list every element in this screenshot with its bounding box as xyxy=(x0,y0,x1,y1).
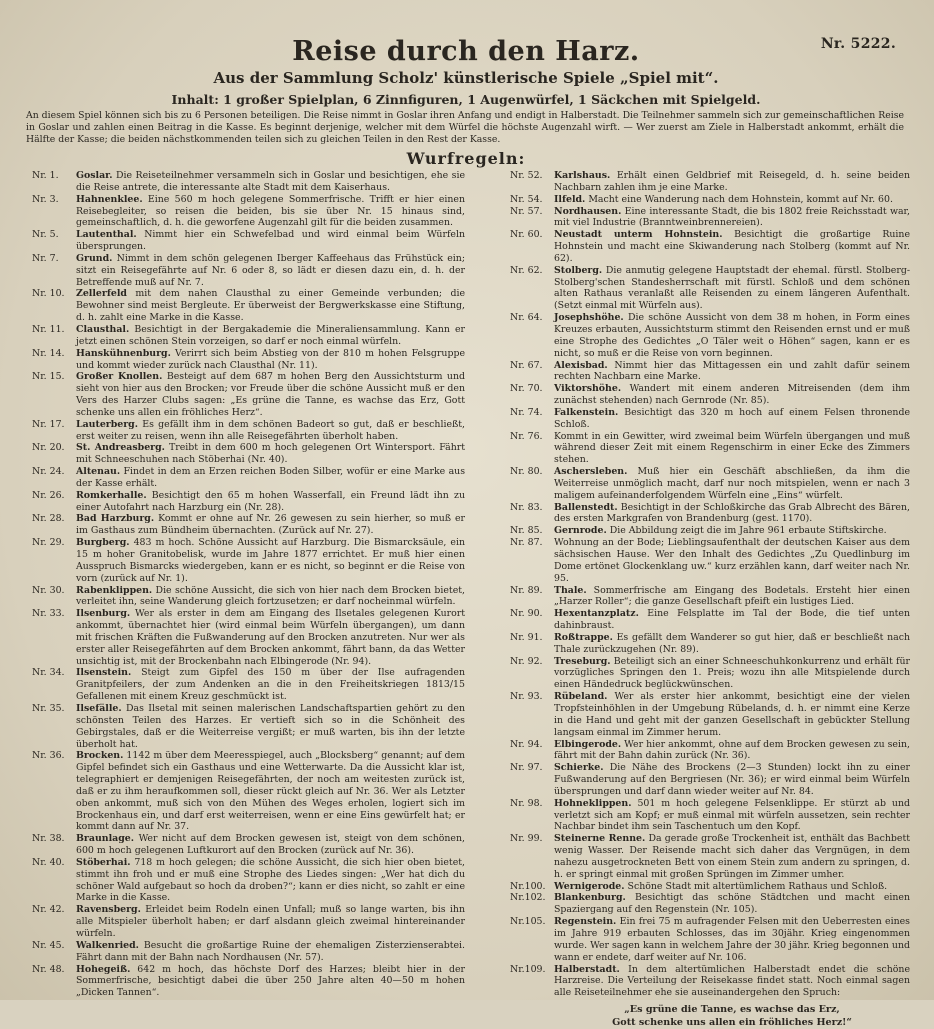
rule-number: Nr. 42. xyxy=(32,904,65,916)
rule-text xyxy=(76,348,465,372)
rule-item xyxy=(510,466,910,502)
rule-place-name: Karlshaus. xyxy=(554,170,611,181)
rule-description: Das Ilsetal mit seinen malerischen Landschaftspartien gehört zu den schönsten Teilen des Harzes. Er vertieft sich so in die Schönheit des Gebirgstales, daß er die Weiterreise vergißt; er muß warten, bis ihn der letzte überholt hat. xyxy=(76,702,466,750)
rule-number: Nr. 94. xyxy=(510,738,543,750)
rule-text xyxy=(76,253,465,289)
rule-place-name: Großer Knollen. xyxy=(76,371,163,383)
rule-description: Besichtigt in der Schloßkirche das Grab Albrecht des Bären, des ersten Markgrafen von Brandenburg (gest. 1170). xyxy=(554,501,911,525)
rule-number: Nr. 33. xyxy=(32,608,65,620)
rules-column-left xyxy=(32,170,465,1029)
rule-text xyxy=(554,585,910,609)
rule-text xyxy=(554,916,910,963)
rule-description: Es gefällt ihm in dem schönen Badeort so gut, daß er beschließt, erst weiter zu reisen, wenn ihn alle Reisegefährten überholt haben. xyxy=(76,418,465,442)
rule-place-name: Ilsefälle. xyxy=(76,702,122,714)
rule-description: Findet in dem an Erzen reichen Boden Silber, wofür er eine Marke aus der Kasse erhält. xyxy=(76,466,466,489)
rule-number: Nr. 99. xyxy=(510,833,543,845)
rule-item xyxy=(510,762,910,798)
rule-item xyxy=(32,667,465,703)
rule-place-name: Romkerhalle. xyxy=(76,489,147,501)
rule-number: Nr. 89. xyxy=(510,584,543,596)
rule-description: Nimmt hier ein Schwefelbad und wird einmal beim Würfeln übersprungen. xyxy=(76,229,465,253)
rule-description: Schöne Stadt mit altertümlichem Rathaus und Schloß. xyxy=(627,880,888,892)
rule-description: Die schöne Aussicht, die sich von hier nach dem Brocken bietet, verleitet ihn, seine Wanderung gleich fortzusetzen; er darf nocheinmal würfeln. xyxy=(76,584,465,608)
rule-description: Macht eine Wanderung nach dem Hohnstein, kommt auf Nr. 60. xyxy=(588,193,893,205)
rule-text xyxy=(554,656,910,692)
rule-item xyxy=(510,265,910,312)
rule-description: 501 m hoch gelegene Felsenklippe. Er stürzt ab und verletzt sich am Kopf; er muß einmal mit würfeln aussetzen, sein rechter Nachbar bindet ihm sein Taschentuch um den Kopf. xyxy=(554,797,910,833)
rule-item xyxy=(510,383,910,407)
rule-description: 642 m hoch, das höchste Dorf des Harzes; bleibt hier in der Sommerfrische, besichtigt dabei die über 250 Jahre alten 40—50 m hohen „Dicken Tannen“. xyxy=(76,963,466,999)
rule-item xyxy=(32,750,465,833)
rule-place-name: Rabenklippen. xyxy=(76,584,153,596)
rule-place-name: Hahnenklee. xyxy=(76,193,143,205)
rule-place-name: Ballenstedt. xyxy=(554,501,618,513)
rule-number: Nr. 34. xyxy=(32,667,65,679)
rule-text xyxy=(76,371,465,418)
rule-number: Nr. 38. xyxy=(32,833,65,845)
rule-number: Nr. 93. xyxy=(510,691,543,703)
rule-place-name: Regenstein. xyxy=(554,916,617,928)
rule-text xyxy=(554,964,910,1000)
closing-quote xyxy=(510,1003,910,1029)
rule-description: Die Nähe des Brockens (2—3 Stunden) lockt ihn zu einer Fußwanderung auf den Bergriesen (Nr. 36); er wird einmal beim Würfeln übersprungen und darf dann wieder weiter auf Nr. 84. xyxy=(554,762,911,797)
rule-description: Wer hier ankommt, ohne auf dem Brocken gewesen zu sein, fährt mit der Bahn dahin zurück (Nr. 36). xyxy=(554,738,910,762)
rule-text xyxy=(554,691,910,738)
closing-quote-line-2: Gott schenke uns allen ein fröhliches Herz!“ xyxy=(612,1017,852,1029)
rule-item xyxy=(510,739,910,763)
rules-columns xyxy=(8,170,924,1029)
rule-place-name: Treseburg. xyxy=(554,655,611,667)
rule-description: Steigt zum Gipfel des 150 m über der Ilse aufragenden Granitpfeilers, der zum Andenken an die in den Freiheitskriegen 1813/15 Gefallenen mit einem Kreuz geschmückt ist. xyxy=(76,667,465,703)
rule-text xyxy=(554,608,910,632)
rule-text xyxy=(554,194,910,206)
rule-place-name: Halberstadt. xyxy=(554,963,620,975)
rule-place-name: Hohneklippen. xyxy=(554,797,632,809)
rule-item xyxy=(510,502,910,526)
rule-text xyxy=(554,170,910,194)
rule-number: Nr. 98. xyxy=(510,797,543,809)
intro-paragraph: An diesem Spiel können sich bis zu 6 Personen beteiligen. Die Reise nimmt in Goslar ihren Anfang und endigt in Halberstadt. Die Teilnehmer sammeln sich zur gemeinschaftlichen Reise in Goslar und zahlen einen Beitrag in die Kasse. Es beginnt derjenige, welcher mit dem Würfel die höchste Augenzahl wirft. — Wer zuerst am Ziele in Halberstadt ankommt, erhält die Hälfte der Kasse; die beiden nächstkommenden teilen sich zu gleichen Teilen in den Rest der Kasse. xyxy=(26,110,904,145)
rule-place-name: Viktorshöhe. xyxy=(554,383,622,395)
rule-number: Nr.109. xyxy=(510,963,546,975)
rule-number: Nr. 97. xyxy=(510,762,543,774)
rule-number: Nr. 57. xyxy=(510,205,543,217)
rule-text xyxy=(554,798,910,834)
rule-description: Ein frei 75 m aufragender Felsen mit den Ueberresten eines im Jahre 919 erbauten Schlosses, das im 30jähr. Krieg eingenommen wurde. Wer sagen kann in welchem Jahre der 30 jähr. Krieg begonnen und wann er endete, darf weiter auf Nr. 106. xyxy=(554,916,910,963)
rule-item xyxy=(32,324,465,348)
rule-item xyxy=(510,916,910,963)
rule-description: Da gerade große Trockenheit ist, enthält das Bachbett wenig Wasser. Der Reisende macht sich daher das Vergnügen, in dem nahezu ausgetrockneten Bett von einem Stein zum andern zu springen, d. h. er springt einmal mit großen Sprüngen im Zimmer umher. xyxy=(554,833,910,880)
rule-text xyxy=(554,537,910,584)
rule-item xyxy=(32,170,465,194)
rule-description: Beteiligt sich an einer Schneeschuhkonkurrenz und erhält für vorzügliches Springen den 1. Preis; wozu ihn alle Mitspielende durch einen Händedruck beglückwünschen. xyxy=(554,655,910,691)
rule-place-name: Altenau. xyxy=(76,466,121,478)
rule-description: Muß hier ein Geschäft abschließen, da ihm die Weiterreise unmöglich macht, darf nur noch mitspielen, wenn er nach 3 maligem aufeinanderfolgendem Würfeln eine „Eins“ würfelt. xyxy=(554,466,910,501)
rule-item xyxy=(510,431,910,467)
rule-item xyxy=(32,513,465,537)
rule-number: Nr. 90. xyxy=(510,608,543,620)
rule-place-name: Thale. xyxy=(554,584,587,596)
rule-number: Nr. 87. xyxy=(510,537,543,549)
rule-place-name: Lautenthal. xyxy=(76,229,137,241)
rule-item xyxy=(510,964,910,1000)
rule-text xyxy=(554,312,910,359)
rule-item xyxy=(32,703,465,750)
rule-item xyxy=(510,229,910,265)
rule-item xyxy=(510,525,910,537)
rule-description: Wohnung an der Bode; Lieblingsaufenthalt der deutschen Kaiser aus dem sächsischen Hause. Wer den Inhalt des Gedichtes „Zu Quedlinburg im Dome ertönet Glockenklang uw.“ kurz erzählen kann, darf weiter nach Nr. 95. xyxy=(554,537,910,584)
rule-text xyxy=(554,206,910,230)
rule-text xyxy=(76,857,465,904)
rule-number: Nr. 20. xyxy=(32,442,65,454)
rule-place-name: Alexisbad. xyxy=(554,359,608,371)
rule-place-name: Gernrode. xyxy=(554,525,607,537)
rule-number: Nr. 1. xyxy=(32,170,59,181)
rule-text xyxy=(554,431,910,467)
rule-item xyxy=(510,312,910,359)
rule-description: Eine Felsplatte im Tal der Bode, die tief unten dahinbraust. xyxy=(554,608,910,632)
rule-number: Nr. 30. xyxy=(32,584,65,596)
rule-description: Besichtigt den 65 m hohen Wasserfall, ein Freund lädt ihn zu einer Autofahrt nach Harzburg ein (Nr. 28). xyxy=(76,489,465,513)
rule-description: Wer als erster in dem am Eingang des Ilsetales gelegenen Kurort ankommt, übernachtet hier (wird einmal beim Würfeln übergangen), um dann mit frischen Kräften die Fußwanderung auf den Brocken anzutreten. Nur wer als erster aller Reisegefährten auf dem Brocken ankommt, fährt bann, da das Wetter unsichtig ist, mit der Brockenbahn nach Elbingerode (Nr. 94). xyxy=(76,608,465,667)
rule-text xyxy=(76,194,465,230)
rule-description: Nimmt hier das Mittagessen ein und zahlt dafür seinem rechten Nachbarn eine Marke. xyxy=(554,359,910,383)
rule-place-name: Ilsenstein. xyxy=(76,667,132,679)
rule-description: Erhält einen Geldbrief mit Reisegeld, d. h. seine beiden Nachbarn zahlen ihm je eine Marke. xyxy=(554,170,910,193)
rule-item xyxy=(32,348,465,372)
rule-number: Nr. 60. xyxy=(510,229,543,241)
rule-place-name: Steinerne Renne. xyxy=(554,833,646,845)
rule-place-name: Clausthal. xyxy=(76,323,130,335)
rule-text xyxy=(76,833,465,857)
rule-place-name: Josephshöhe. xyxy=(554,312,624,324)
rule-text xyxy=(76,288,465,324)
rule-place-name: Ravensberg. xyxy=(76,904,141,916)
rule-number: Nr. 10. xyxy=(32,288,65,300)
rule-text xyxy=(76,513,465,537)
rule-item xyxy=(510,691,910,738)
rule-text xyxy=(554,466,910,502)
rule-text xyxy=(76,750,465,833)
rule-item xyxy=(510,360,910,384)
rule-description: 1142 m über dem Meeresspiegel, auch „Blocksberg“ genannt; auf dem Gipfel befindet sich ein Gasthaus und eine Wetterwarte. Da die Aussicht klar ist, telegraphiert er demjenigen Reisegefährten, der noch am weitesten zurück ist, daß er zu ihm heraufkommen soll, dieser rückt gleich auf Nr. 36. Wer als Letzter oben ankommt, muß sich von den Mühen des Weges erholen, logiert sich im Brockenhaus ein, und darf erst weiterreisen, wenn er eine Eins gewürfelt hat; er kommt dann auf Nr. 37. xyxy=(76,750,465,833)
rule-place-name: Goslar. xyxy=(76,170,113,181)
rule-item xyxy=(510,194,910,206)
rule-item xyxy=(510,608,910,632)
rule-description: Besichtigt das 320 m hoch auf einem Felsen thronende Schloß. xyxy=(554,406,910,430)
rule-text xyxy=(76,537,465,584)
rule-text xyxy=(554,892,910,916)
rule-number: Nr. 5. xyxy=(32,229,59,241)
rule-place-name: Hanskühnenburg. xyxy=(76,347,171,359)
rule-description: Besichtigt in der Bergakademie die Mineraliensammlung. Kann er jetzt einen schönen Stein vorzeigen, so darf er noch einmal würfeln. xyxy=(76,323,465,347)
rule-text xyxy=(76,442,465,466)
rule-number: Nr. 40. xyxy=(32,856,65,868)
rule-description: In dem altertümlichen Halberstadt endet die schöne Harzreise. Die Verteilung der Reisekasse findet statt. Noch einmal sagen alle Reiseteilnehmer ehe sie auseinandergehen den Spruch: xyxy=(554,963,910,999)
rule-description: Besichtigt die großartige Ruine Hohnstein und macht eine Skiwanderung nach Stolberg (kommt auf Nr. 62). xyxy=(554,229,911,264)
rule-number: Nr.100. xyxy=(510,880,546,892)
rule-place-name: Blankenburg. xyxy=(554,892,626,904)
rule-item xyxy=(32,466,465,490)
rule-place-name: Brocken. xyxy=(76,750,124,762)
rule-item xyxy=(510,881,910,893)
rule-text xyxy=(76,964,465,1000)
rule-description: Besteigt auf dem 687 m hohen Berg den Aussichtsturm und sieht von hier aus den Brocken; vor Freude über die schöne Aussicht muß er den Vers des Harzer Clubs sagen: „Es grüne die Tanne, es wachse das Erz, Gott schenke uns allen ein fröhliches Herz“. xyxy=(76,371,465,418)
closing-quote-line-1: „Es grüne die Tanne, es wachse das Erz, xyxy=(624,1004,840,1016)
rule-number: Nr. 11. xyxy=(32,323,65,335)
rule-text xyxy=(76,466,465,490)
rule-item xyxy=(510,632,910,656)
rule-number: Nr. 35. xyxy=(32,702,65,714)
rule-description: Treibt in dem 600 m hoch gelegenen Ort Wintersport. Fährt mit Schneeschuhen nach Stöberhai (Nr. 40). xyxy=(76,442,465,466)
rule-place-name: Braunlage. xyxy=(76,833,134,845)
rule-number: Nr. 14. xyxy=(32,347,65,359)
rule-text xyxy=(554,739,910,763)
rule-number: Nr. 54. xyxy=(510,193,543,205)
contents-line: Inhalt: 1 großer Spielplan, 6 Zinnfiguren, 1 Augenwürfel, 1 Säckchen mit Spielgeld. xyxy=(171,92,761,107)
rule-item xyxy=(32,537,465,584)
rule-place-name: Stolberg. xyxy=(554,264,603,276)
rule-item xyxy=(510,656,910,692)
rule-item xyxy=(32,833,465,857)
rule-number: Nr. 76. xyxy=(510,430,543,442)
rule-place-name: Hexentanzplatz. xyxy=(554,608,639,620)
rule-item xyxy=(510,407,910,431)
rule-place-name: Ilfeld. xyxy=(554,193,586,205)
rule-place-name: Grund. xyxy=(76,252,113,264)
rule-description: Eine interessante Stadt, die bis 1802 freie Reichsstadt war, mit viel Industrie (Branntweinbrennereien). xyxy=(554,205,910,229)
rule-item xyxy=(32,194,465,230)
rule-number: Nr. 28. xyxy=(32,513,65,525)
rule-description: Die schöne Aussicht von dem 38 m hohen, in Form eines Kreuzes erbauten, Aussichtsturm stimmt den Reisenden ernst und er muß eine Strophe des Gedichtes „O Täler weit o Höhen“ sagen, kann er es nicht, so muß er die Reise von vorn beginnen. xyxy=(554,312,910,359)
rule-item xyxy=(32,253,465,289)
rule-description: 718 m hoch gelegen; die schöne Aussicht, die sich hier oben bietet, stimmt ihn froh und er muß eine Strophe des Liedes singen: „Wer hat dich du schöner Wald aufgebaut so hoch da droben?“; kann er dies nicht, so zahlt er eine Marke in die Kasse. xyxy=(76,856,466,904)
rule-number: Nr. 29. xyxy=(32,537,65,549)
rule-item xyxy=(510,585,910,609)
rule-item xyxy=(32,371,465,418)
rule-description: Wer als erster hier ankommt, besichtigt eine der vielen Tropfsteinhöhlen in der Umgebung Rübelands, d. h. er nimmt eine Kerze in die Hand und geht mit der ganzen Gesellschaft in gebückter Stellung langsam einmal im Zimmer herum. xyxy=(554,691,910,738)
rule-text xyxy=(554,762,910,798)
rule-place-name: Ilsenburg. xyxy=(76,608,131,620)
rule-text xyxy=(76,904,465,940)
rule-place-name: Bad Harzburg. xyxy=(76,513,155,525)
rule-number: Nr. 3. xyxy=(32,193,59,205)
rule-description: mit dem nahen Clausthal zu einer Gemeinde verbunden; die Bewohner sind meist Bergleute. Er überweist der Bergwerkskasse eine Stiftung, d. h. zahlt eine Marke in die Kasse. xyxy=(76,288,465,324)
rule-place-name: Hohegeiß. xyxy=(76,963,131,975)
rule-description: 483 m hoch. Schöne Aussicht auf Harzburg. Die Bismarcksäule, ein 15 m hoher Granitobelisk, wurde im Jahre 1877 errichtet. Er muß hier einen Ausspruch Bismarcks wiedergeben, kann er es nicht, so beginnt er die Reise von vorn (zurück auf Nr. 1). xyxy=(76,537,466,584)
rule-item xyxy=(510,798,910,834)
rule-text xyxy=(554,525,910,537)
rule-item xyxy=(510,892,910,916)
rule-number: Nr. 91. xyxy=(510,631,543,643)
rule-description: Besichtigt das schöne Städtchen und macht einen Spaziergang auf den Regenstein (Nr. 105). xyxy=(554,892,910,916)
rule-number: Nr. 74. xyxy=(510,406,543,418)
rule-place-name: Zellerfeld xyxy=(76,288,127,300)
rule-place-name: Falkenstein. xyxy=(554,406,619,418)
rule-text xyxy=(554,360,910,384)
rule-number: Nr. 26. xyxy=(32,489,65,501)
rule-text xyxy=(554,383,910,407)
rules-list-right xyxy=(510,170,910,999)
rule-text xyxy=(76,419,465,443)
rule-number: Nr. 85. xyxy=(510,525,543,537)
rule-number: Nr. 70. xyxy=(510,383,543,395)
subtitle: Aus der Sammlung Scholz' künstlerische Spiele „Spiel mit“. xyxy=(213,69,719,87)
rule-place-name: Wernigerode. xyxy=(554,880,625,892)
rule-number: Nr. 17. xyxy=(32,418,65,430)
rule-number: Nr. 52. xyxy=(510,170,543,181)
rule-text xyxy=(554,833,910,880)
rule-item xyxy=(510,170,910,194)
rule-number: Nr. 36. xyxy=(32,750,65,762)
game-number: Nr. 5222. xyxy=(820,36,896,52)
rule-text xyxy=(76,608,465,667)
rule-text xyxy=(554,632,910,656)
rule-number: Nr.105. xyxy=(510,916,546,928)
rule-place-name: Walkenried. xyxy=(76,939,139,951)
rule-item xyxy=(32,229,465,253)
rule-description: Verirrt sich beim Abstieg von der 810 m hohen Felsgruppe und kommt wieder zurück nach Clausthal (Nr. 11). xyxy=(76,347,465,371)
rule-place-name: Aschersleben. xyxy=(554,466,628,478)
rule-item xyxy=(32,419,465,443)
rule-text xyxy=(76,940,465,964)
rule-item xyxy=(32,288,465,324)
rule-place-name: Lauterberg. xyxy=(76,418,138,430)
rule-text xyxy=(76,703,465,750)
rule-number: Nr. 67. xyxy=(510,359,543,371)
rule-number: Nr. 24. xyxy=(32,466,65,478)
rule-description: Wandert mit einem anderen Mitreisenden (dem ihm zunächst stehenden) nach Gernrode (Nr. 85). xyxy=(554,383,910,407)
rule-text xyxy=(76,324,465,348)
rule-item xyxy=(32,904,465,940)
rule-description: Eine 560 m hoch gelegene Sommerfrische. Trifft er hier einen Reisebegleiter, so reisen die beiden, bis sie über Nr. 15 hinaus sind, gemeinschaftlich, d. h. die geworfene Augenzahl gilt für die beiden zusammen. xyxy=(76,193,465,229)
rule-text xyxy=(554,407,910,431)
rule-number: Nr. 83. xyxy=(510,501,543,513)
rule-text xyxy=(554,265,910,312)
rule-number: Nr. 64. xyxy=(510,312,543,324)
rule-number: Nr. 7. xyxy=(32,252,59,264)
rule-place-name: Rübeland. xyxy=(554,691,608,703)
rule-description: Die anmutig gelegene Hauptstadt der ehemal. fürstl. Stolberg-Stolberg'schen Standesherrschaft mit fürstl. Schloß und dem schönen alten Rathaus veranlaßt alle Reisenden zu einem längeren Aufenthalt. (Setzt einmal mit Würfeln aus). xyxy=(554,264,910,312)
rule-place-name: St. Andreasberg. xyxy=(76,442,165,454)
rule-description: Kommt er ohne auf Nr. 26 gewesen zu sein hierher, so muß er im Gasthaus zum Bündheim übernachten. (Zurück auf Nr. 27). xyxy=(76,513,465,537)
rule-number: Nr. 92. xyxy=(510,655,543,667)
rule-text xyxy=(76,170,465,194)
rule-description: Sommerfrische am Eingang des Bodetals. Ersteht hier einen „Harzer Roller“; die ganze Gesellschaft pfeift ein lustiges Lied. xyxy=(554,584,911,608)
rule-description: Nimmt in dem schön gelegenen Iberger Kaffeehaus das Frühstück ein; sitzt ein Reisegefährte auf Nr. 6 oder 8, so lädt er diesen dazu ein, d. h. der Betreffende muß auf Nr. 7. xyxy=(76,252,465,288)
rule-text xyxy=(554,881,910,893)
rule-text xyxy=(76,667,465,703)
rule-item xyxy=(32,940,465,964)
rule-description: Erleidet beim Rodeln einen Unfall; muß so lange warten, bis ihn alle Mitspieler überholt haben; er darf alsdann gleich zweimal hintereinander würfeln. xyxy=(76,904,465,939)
rule-description: Die Reiseteilnehmer versammeln sich in Goslar und besichtigen, ehe sie die Reise antrete, die interessante alte Stadt mit dem Kaiserhaus. xyxy=(76,170,465,193)
rule-item xyxy=(32,964,465,1000)
rule-number: Nr. 15. xyxy=(32,371,65,383)
rule-number: Nr.102. xyxy=(510,892,546,904)
rule-place-name: Nordhausen. xyxy=(554,205,622,217)
rule-text xyxy=(76,585,465,609)
rule-item xyxy=(510,537,910,584)
rule-item xyxy=(510,206,910,230)
rule-item xyxy=(32,585,465,609)
rule-text xyxy=(76,490,465,514)
rule-description: Besucht die großartige Ruine der ehemaligen Zisterzienserabtei. Fährt dann mit der Bahn nach Nordhausen (Nr. 57). xyxy=(76,939,466,963)
rule-description: Die Abbildung zeigt die im Jahre 961 erbaute Stiftskirche. xyxy=(609,525,887,537)
rule-place-name: Roßtrappe. xyxy=(554,631,613,643)
rules-heading: Wurfregeln: xyxy=(406,149,526,168)
rule-description: Kommt in ein Gewitter, wird zweimal beim Würfeln übergangen und muß während dieser Zeit mit einem Regenschirm in einer Ecke des Zimmers stehen. xyxy=(554,430,910,466)
rule-place-name: Schierke. xyxy=(554,762,604,774)
rule-place-name: Burgberg. xyxy=(76,537,130,549)
rule-place-name: Elbingerode. xyxy=(554,738,622,750)
rule-item xyxy=(32,857,465,904)
rule-place-name: Stöberhai. xyxy=(76,856,131,868)
rule-number: Nr. 62. xyxy=(510,264,543,276)
rule-text xyxy=(76,229,465,253)
rule-number: Nr. 80. xyxy=(510,466,543,478)
rule-place-name: Neustadt unterm Hohnstein. xyxy=(554,229,723,241)
rule-description: Es gefällt dem Wanderer so gut hier, daß er beschließt nach Thale zurückzugehen (Nr. 89). xyxy=(554,631,910,655)
rule-text xyxy=(554,502,910,526)
rule-description: Wer nicht auf dem Brocken gewesen ist, steigt von dem schönen, 600 m hoch gelegenen Luftkurort auf den Brocken (zurück auf Nr. 36). xyxy=(76,833,465,857)
rule-text xyxy=(554,229,910,265)
rule-item xyxy=(32,608,465,667)
rule-item xyxy=(510,833,910,880)
rule-number: Nr. 48. xyxy=(32,963,65,975)
page-title: Reise durch den Harz. xyxy=(292,36,640,67)
rule-number: Nr. 45. xyxy=(32,939,65,951)
rule-item xyxy=(32,442,465,466)
rules-column-right xyxy=(510,170,910,1029)
rule-item xyxy=(32,490,465,514)
